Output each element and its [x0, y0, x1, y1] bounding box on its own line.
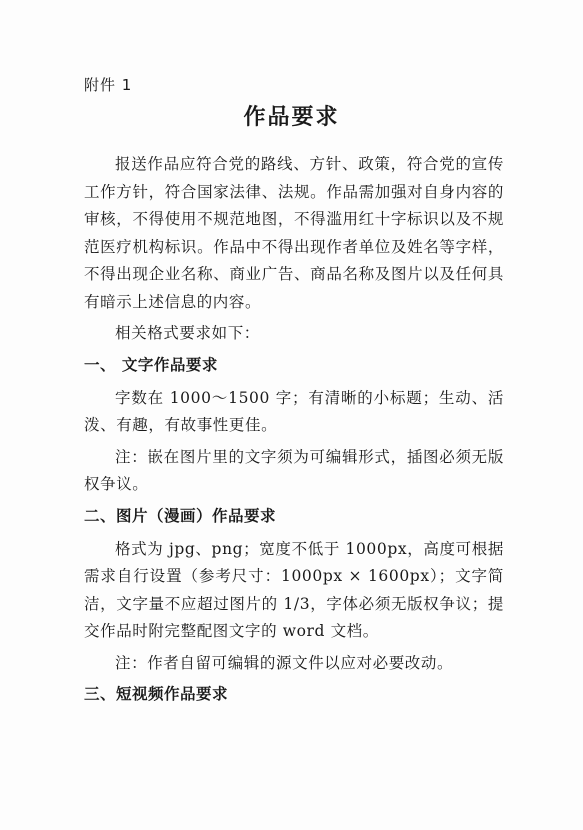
- image-works-paragraph: 格式为 jpg、png；宽度不低于 1000px，高度可根据需求自行设置（参考尺寸：1000px × 1600px）；文字简洁，文字量不应超过图片的 1/3，字体必须无版权争议；提交作品时附完整配图文字的 word 文档。: [84, 539, 504, 640]
- document-body: [84, 151, 504, 714]
- section-heading-image-works: 二、图片（漫画）作品要求: [84, 506, 277, 525]
- page-title: 作品要求: [243, 105, 340, 130]
- annex-label: 附件 1: [84, 76, 133, 94]
- image-works-note: 注：作者自留可编辑的源文件以应对必要改动。: [115, 653, 454, 672]
- text-works-paragraph: 字数在 1000～1500 字；有清晰的小标题；生动、活泼、有趣，有故事性更佳。: [84, 388, 504, 434]
- intro-paragraph: 报送作品应符合党的路线、方针、政策，符合党的宣传工作方针，符合国家法律、法规。作品需加强对自身内容的审核，不得使用不规范地图，不得滥用红十字标识以及不规范医疗机构标识。作品中不得出现作者单位及姓名等字样，不得出现企业名称、商业广告、商品名称及图片以及任何具有暗示上述信息的内容。: [84, 155, 504, 311]
- text-works-note: 注：嵌在图片里的文字须为可编辑形式，插图必须无版权争议。: [84, 447, 504, 493]
- format-intro-paragraph: 相关格式要求如下：: [115, 324, 260, 342]
- section-heading-video-works: 三、短视频作品要求: [84, 685, 229, 703]
- section-heading-text-works: 一、 文字作品要求: [84, 355, 218, 374]
